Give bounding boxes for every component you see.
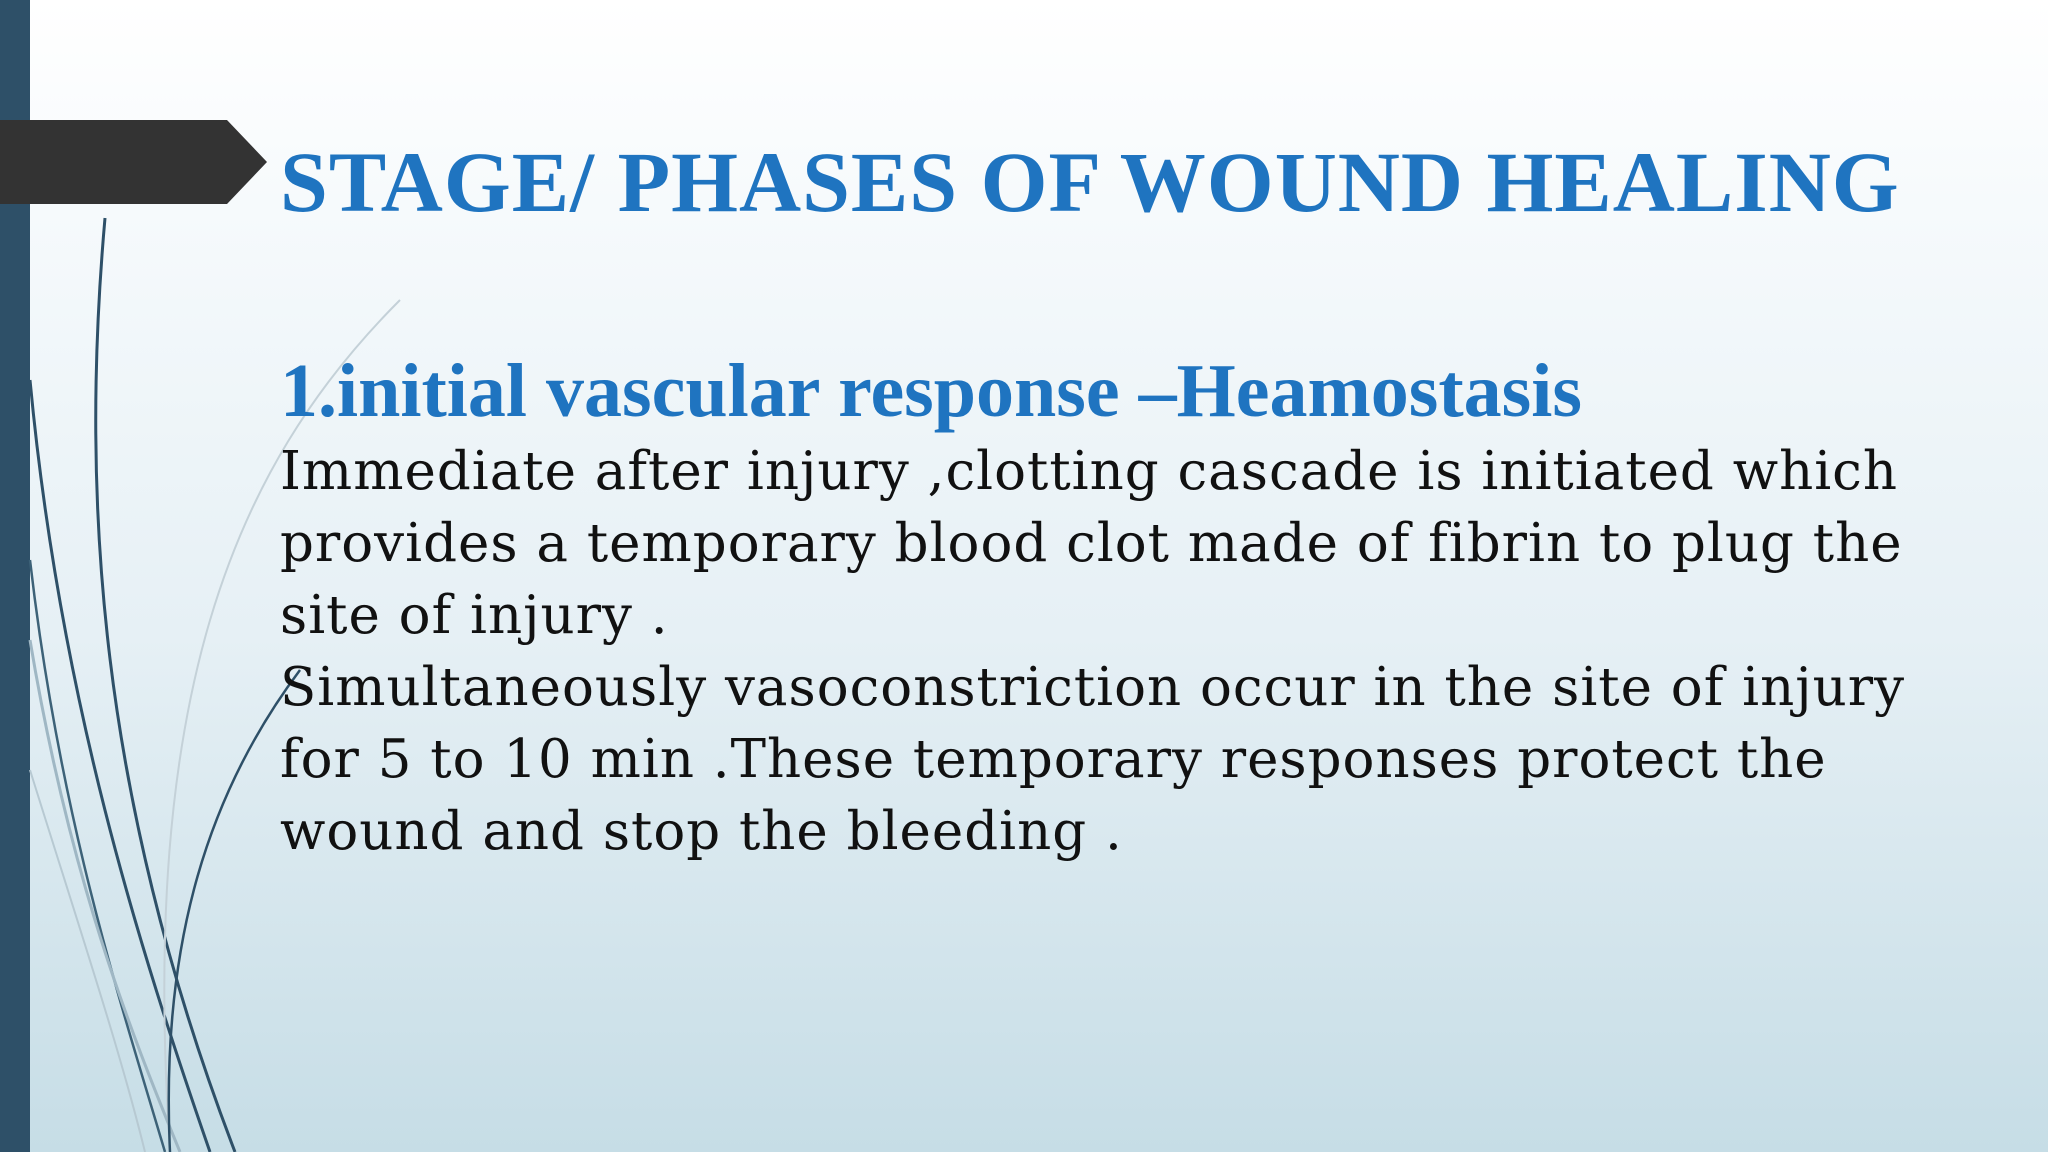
slide-title: STAGE/ PHASES OF WOUND HEALING: [280, 134, 1900, 230]
title-arrow-tab: [0, 0, 270, 1152]
body-paragraph-1: Immediate after injury ,clotting cascade is initiated which provides a temporary blood clot made of fibrin to plug the site of injury .: [280, 441, 1903, 646]
section-heading: 1.initial vascular response –Heamostasis: [280, 349, 1582, 433]
slide-content: [280, 130, 2000, 868]
body-paragraph-2: Simultaneously vasoconstriction occur in the site of injury for 5 to 10 min .These temporary responses protect the wound and stop the bleeding .: [280, 657, 1906, 862]
